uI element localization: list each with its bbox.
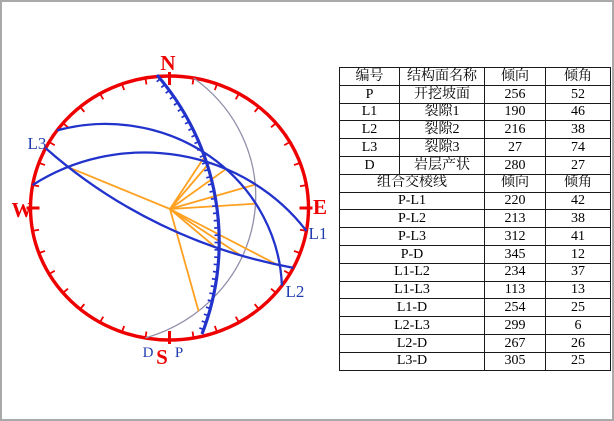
header-dipdir: 倾向 <box>485 68 546 86</box>
combo-id: L1-L2 <box>340 263 485 281</box>
combo-dip: 12 <box>546 245 611 263</box>
plane-dip: 46 <box>546 103 611 121</box>
combo-dipdir: 267 <box>485 334 546 352</box>
combo-dipdir: 213 <box>485 210 546 228</box>
plane-dipdir: 216 <box>485 121 546 139</box>
plane-id: L2 <box>340 121 400 139</box>
combo-dip: 25 <box>546 352 611 370</box>
d-curve-label: D <box>142 345 154 361</box>
combo-dipdir: 312 <box>485 228 546 246</box>
plane-name: 岩层产状 <box>400 156 485 174</box>
combo-id: L2-L3 <box>340 317 485 335</box>
table-row <box>340 352 611 370</box>
combo-header-label: 组合交棱线 <box>340 174 485 192</box>
plane-dip: 27 <box>546 156 611 174</box>
p-curve-label: P <box>174 345 184 361</box>
combo-dipdir: 305 <box>485 352 546 370</box>
header-dip: 倾角 <box>546 68 611 86</box>
table-row <box>340 139 611 157</box>
plane-name: 裂隙1 <box>400 103 485 121</box>
plane-dipdir: 256 <box>485 85 546 103</box>
combo-id: P-L1 <box>340 192 485 210</box>
plane-dipdir: 280 <box>485 156 546 174</box>
plane-name: 开挖坡面 <box>400 85 485 103</box>
table-row <box>340 156 611 174</box>
combo-dipdir: 234 <box>485 263 546 281</box>
table-row <box>340 103 611 121</box>
combo-dipdir: 299 <box>485 317 546 335</box>
table-row <box>340 245 611 263</box>
plane-dipdir: 27 <box>485 139 546 157</box>
plane-id: P <box>340 85 400 103</box>
table-row <box>340 85 611 103</box>
plane-name: 裂隙3 <box>400 139 485 157</box>
plane-id: D <box>340 156 400 174</box>
combo-dipdir: 345 <box>485 245 546 263</box>
combo-dip: 6 <box>546 317 611 335</box>
table-row <box>340 334 611 352</box>
table-row <box>340 317 611 335</box>
combo-id: L3-D <box>340 352 485 370</box>
combo-id: L1-L3 <box>340 281 485 299</box>
l2-curve-label: L2 <box>285 282 305 301</box>
table-row <box>340 121 611 139</box>
combo-id: L2-D <box>340 334 485 352</box>
plane-dipdir: 190 <box>485 103 546 121</box>
combo-dip: 25 <box>546 299 611 317</box>
combo-dipdir: 220 <box>485 192 546 210</box>
combo-dip: 42 <box>546 192 611 210</box>
table-row <box>340 210 611 228</box>
l1-curve-label: L1 <box>308 224 328 243</box>
table-row <box>340 228 611 246</box>
plane-id: L1 <box>340 103 400 121</box>
combo-header-row <box>340 174 611 192</box>
table-row <box>340 263 611 281</box>
plane-dip: 52 <box>546 85 611 103</box>
combo-id: P-L2 <box>340 210 485 228</box>
combo-header-dip: 倾角 <box>546 174 611 192</box>
plane-name: 裂隙2 <box>400 121 485 139</box>
combo-id: L1-D <box>340 299 485 317</box>
combo-dip: 41 <box>546 228 611 246</box>
plane-dip: 38 <box>546 121 611 139</box>
west-label: W <box>11 198 33 222</box>
combo-dip: 26 <box>546 334 611 352</box>
table-row <box>340 281 611 299</box>
header-name: 结构面名称 <box>400 68 485 86</box>
table-header-row <box>340 68 611 86</box>
combo-id: P-L3 <box>340 228 485 246</box>
table-row <box>340 192 611 210</box>
intersection-lines-group <box>68 154 279 311</box>
header-id: 编号 <box>340 68 400 86</box>
combo-header-dipdir: 倾向 <box>485 174 546 192</box>
combo-dipdir: 113 <box>485 281 546 299</box>
combo-dip: 37 <box>546 263 611 281</box>
attitude-table <box>339 67 611 371</box>
combo-dip: 13 <box>546 281 611 299</box>
combo-dip: 38 <box>546 210 611 228</box>
south-label: S <box>156 345 168 369</box>
plane-id: L3 <box>340 139 400 157</box>
table-row <box>340 299 611 317</box>
north-label: N <box>160 51 176 75</box>
combo-dipdir: 254 <box>485 299 546 317</box>
l3-curve-label: L3 <box>27 134 47 153</box>
east-label: E <box>312 195 328 219</box>
plane-dip: 74 <box>546 139 611 157</box>
combo-id: P-D <box>340 245 485 263</box>
